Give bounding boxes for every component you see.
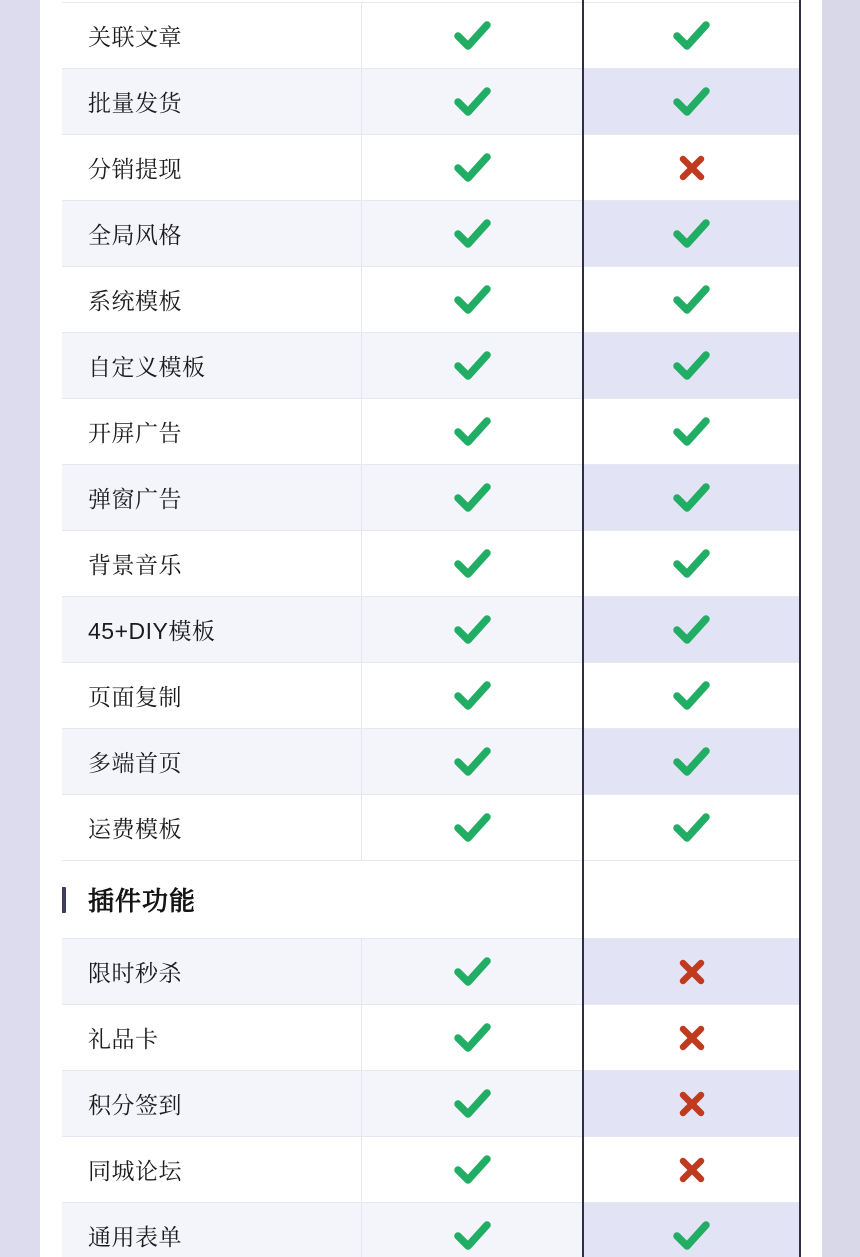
check-icon — [454, 21, 491, 50]
check-icon — [454, 615, 491, 644]
plan-a-mark-cell — [362, 69, 582, 134]
plan-b-mark-cell — [582, 1071, 801, 1136]
table-row — [62, 134, 801, 200]
table-row — [62, 1070, 801, 1136]
check-icon — [454, 1089, 491, 1118]
feature-label: 全局风格 — [62, 201, 362, 266]
check-icon — [673, 483, 710, 512]
feature-label: 开屏广告 — [62, 399, 362, 464]
check-icon — [454, 417, 491, 446]
plan-b-mark-cell — [582, 3, 801, 68]
feature-label: 关联文章 — [62, 3, 362, 68]
check-icon — [673, 285, 710, 314]
feature-label: 45+DIY模板 — [62, 597, 362, 662]
plan-a-mark-cell — [362, 3, 582, 68]
check-icon — [673, 1221, 710, 1250]
table-row — [62, 464, 801, 530]
plan-a-mark-cell — [362, 399, 582, 464]
plan-b-mark-cell — [582, 399, 801, 464]
feature-label: 页面复制 — [62, 663, 362, 728]
plan-b-mark-cell — [582, 531, 801, 596]
feature-label: 分销提现 — [62, 135, 362, 200]
check-icon — [454, 87, 491, 116]
plan-a-mark-cell — [362, 531, 582, 596]
check-icon — [673, 351, 710, 380]
plan-b-mark-cell — [582, 135, 801, 200]
check-icon — [673, 87, 710, 116]
section-header-row — [62, 860, 801, 938]
check-icon — [673, 813, 710, 842]
table-row — [62, 1202, 801, 1257]
check-icon — [454, 1155, 491, 1184]
plan-a-mark-cell — [362, 267, 582, 332]
plan-a-mark-cell — [362, 201, 582, 266]
feature-label: 弹窗广告 — [62, 465, 362, 530]
plan-a-mark-cell — [362, 663, 582, 728]
plan-b-mark-cell — [582, 939, 801, 1004]
feature-label: 积分签到 — [62, 1071, 362, 1136]
check-icon — [454, 219, 491, 248]
check-icon — [454, 285, 491, 314]
check-icon — [454, 351, 491, 380]
highlight-column-left-border — [582, 0, 584, 1257]
cross-icon — [678, 1156, 706, 1184]
plan-b-mark-cell — [582, 1137, 801, 1202]
table-row — [62, 1004, 801, 1070]
check-icon — [454, 1221, 491, 1250]
table-row — [62, 530, 801, 596]
section-accent-bar — [62, 887, 66, 913]
plan-b-mark-cell — [582, 597, 801, 662]
table-row — [62, 596, 801, 662]
check-icon — [454, 813, 491, 842]
table-row — [62, 938, 801, 1004]
check-icon — [673, 21, 710, 50]
feature-label: 通用表单 — [62, 1203, 362, 1257]
check-icon — [454, 483, 491, 512]
check-icon — [454, 681, 491, 710]
table-row — [62, 332, 801, 398]
plan-a-mark-cell — [362, 465, 582, 530]
table-rows — [62, 2, 801, 1257]
table-row — [62, 728, 801, 794]
plan-b-mark-cell — [582, 1203, 801, 1257]
table-row — [62, 794, 801, 860]
table-row — [62, 662, 801, 728]
plan-a-mark-cell — [362, 1203, 582, 1257]
plan-b-mark-cell — [582, 1005, 801, 1070]
cross-icon — [678, 958, 706, 986]
plan-a-mark-cell — [362, 1005, 582, 1070]
check-icon — [673, 747, 710, 776]
plan-a-mark-cell — [362, 1137, 582, 1202]
plan-a-mark-cell — [362, 729, 582, 794]
feature-label: 同城论坛 — [62, 1137, 362, 1202]
plan-a-mark-cell — [362, 939, 582, 1004]
feature-label: 运费模板 — [62, 795, 362, 860]
cross-icon — [678, 1090, 706, 1118]
table-row — [62, 266, 801, 332]
feature-label: 系统模板 — [62, 267, 362, 332]
plan-b-mark-cell — [582, 69, 801, 134]
plan-b-mark-cell — [582, 663, 801, 728]
plan-a-mark-cell — [362, 597, 582, 662]
plan-b-mark-cell — [582, 333, 801, 398]
table-row — [62, 1136, 801, 1202]
check-icon — [673, 681, 710, 710]
check-icon — [454, 549, 491, 578]
feature-comparison-table — [62, 0, 801, 1257]
check-icon — [454, 957, 491, 986]
plan-b-mark-cell — [582, 795, 801, 860]
check-icon — [454, 1023, 491, 1052]
plan-a-mark-cell — [362, 1071, 582, 1136]
table-row — [62, 200, 801, 266]
table-row — [62, 68, 801, 134]
section-title: 插件功能 — [88, 886, 197, 916]
table-row — [62, 398, 801, 464]
feature-label: 礼品卡 — [62, 1005, 362, 1070]
feature-label: 自定义模板 — [62, 333, 362, 398]
check-icon — [673, 549, 710, 578]
check-icon — [454, 153, 491, 182]
plan-a-mark-cell — [362, 795, 582, 860]
plan-b-mark-cell — [582, 267, 801, 332]
feature-label: 限时秒杀 — [62, 939, 362, 1004]
plan-b-mark-cell — [582, 729, 801, 794]
cross-icon — [678, 154, 706, 182]
check-icon — [454, 747, 491, 776]
plan-b-mark-cell — [582, 201, 801, 266]
feature-label: 背景音乐 — [62, 531, 362, 596]
right-margin-strip — [822, 0, 860, 1257]
cross-icon — [678, 1024, 706, 1052]
check-icon — [673, 219, 710, 248]
table-row — [62, 2, 801, 68]
plan-b-mark-cell — [582, 465, 801, 530]
feature-label: 多端首页 — [62, 729, 362, 794]
highlight-column-right-border — [799, 0, 801, 1257]
plan-a-mark-cell — [362, 135, 582, 200]
check-icon — [673, 417, 710, 446]
feature-label: 批量发货 — [62, 69, 362, 134]
check-icon — [673, 615, 710, 644]
plan-a-mark-cell — [362, 333, 582, 398]
left-margin-strip — [0, 0, 40, 1257]
